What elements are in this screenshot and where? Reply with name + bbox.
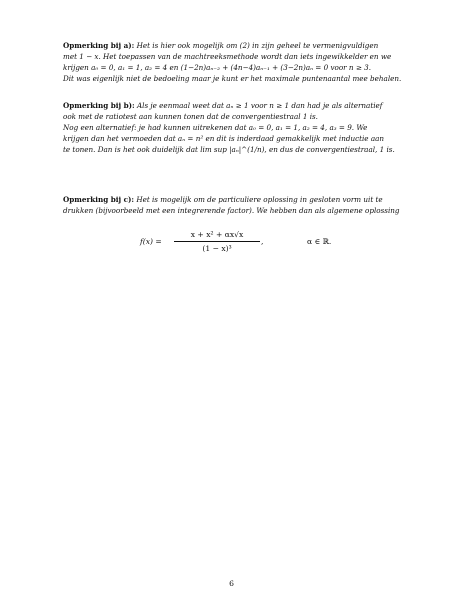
remark-a-line-4: Dit was eigenlijk niet de bedoeling maar je kunt er het maximale puntenaantal mee behalen. [63, 74, 402, 83]
formula-numerator: x + x² + αx√x [174, 229, 260, 242]
remark-b-line-2: ook met de ratiotest aan kunnen tonen dat de convergentiestraal 1 is. [63, 112, 318, 121]
remark-a-line-1: Opmerking bij a): Het is hier ook mogelijk om (2) in zijn geheel te vermenigvuldigen [63, 41, 379, 50]
formula-fraction [174, 229, 260, 254]
remark-b-line-4: krijgen dan het vermoeden dat aₙ = n² en dit is inderdaad gemakkelijk met inductie aan [63, 134, 385, 143]
formula-comma: , [261, 237, 264, 246]
remark-b-heading: Opmerking bij b): [63, 101, 135, 110]
remark-b [63, 100, 415, 155]
formula-denominator: (1 − x)³ [202, 244, 232, 253]
remark-c-heading: Opmerking bij c): [63, 195, 135, 204]
general-solution-formula [140, 229, 420, 255]
remark-a [63, 40, 415, 84]
remark-a-heading: Opmerking bij a): [63, 41, 135, 50]
page-number: 6 [229, 579, 234, 588]
remark-b-line-3: Nog een alternatief: je had kunnen uitrekenen dat a₀ = 0, a₁ = 1, a₂ = 4, a₃ = 9. We [63, 123, 368, 132]
formula-lhs: f(x) = [140, 237, 162, 246]
remark-b-line-5: te tonen. Dan is het ook duidelijk dat lim sup |aₙ|^(1/n), en dus de convergentiestraal, 1 is. [63, 145, 395, 154]
remark-c-line-2: drukken (bijvoorbeeld met een integrerende factor). We hebben dan als algemene oplossing [63, 206, 400, 215]
remark-a-line-3: krijgen a₀ = 0, a₁ = 1, a₂ = 4 en (1−2n)aₙ₋₂ + (4n−4)aₙ₋₁ + (3−2n)aₙ = 0 voor n ≥ 3. [63, 63, 371, 72]
remark-b-line-1: Opmerking bij b): Als je eenmaal weet dat aₙ ≥ 1 voor n ≥ 1 dan had je als alternatief [63, 101, 383, 110]
remark-a-line-2: met 1 − x. Het toepassen van de machtreeksmethode wordt dan iets ingewikkelder en we [63, 52, 392, 61]
remark-c [63, 194, 415, 216]
remark-c-line-1: Opmerking bij c): Het is mogelijk om de particuliere oplossing in gesloten vorm uit te [63, 195, 383, 204]
formula-condition: α ∈ ℝ. [307, 237, 332, 246]
